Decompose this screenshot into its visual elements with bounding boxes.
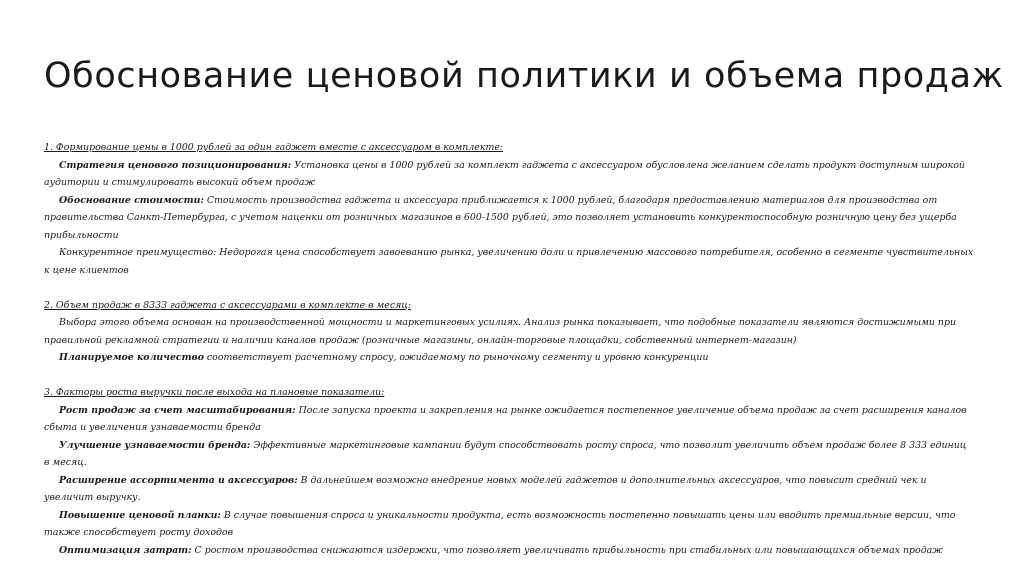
paragraph	[44, 542, 974, 560]
paragraph-text: В случае повышения спроса и уникальности продукта, есть возможность постепенно повышать цены или вводить премиальные версии, что также способствует росту доходов	[44, 509, 956, 538]
term: Стратегия ценового позиционирования:	[59, 159, 292, 171]
paragraph	[44, 472, 974, 507]
section-heading: 3. Факторы роста выручки после выхода на плановые показатели:	[44, 387, 385, 398]
paragraph	[44, 157, 974, 192]
slide-title: Обоснование ценовой политики и объема продаж	[44, 56, 1004, 96]
term: Повышение ценовой планки:	[59, 509, 221, 521]
section-heading: 2. Объем продаж в 8333 гаджета с аксессуарами в комплекте в месяц:	[44, 299, 412, 311]
paragraph	[44, 349, 974, 367]
paragraph-text: В дальнейшем возможно внедрение новых моделей гаджетов и дополнительных аксессуаров, что повысит средний чек и увеличит выручку.	[44, 474, 927, 503]
term: Расширение ассортимента и аксессуаров:	[59, 474, 298, 486]
section-growth-factors	[44, 384, 974, 559]
paragraph	[44, 192, 974, 245]
paragraph	[44, 314, 974, 349]
paragraph-text: После запуска проекта и закрепления на рынке ожидается постепенное увеличение объема продаж за счет расширения каналов сбыта и увеличения узнаваемости бренда	[44, 404, 967, 433]
paragraph	[44, 437, 974, 472]
section-pricing	[44, 139, 974, 279]
paragraph-text: С ростом производства снижаются издержки, что позволяет увеличивать прибыльность при стабильных или повышающихся объемах продаж	[191, 544, 943, 556]
paragraph-text: соответствует расчетному спросу, ожидаемому по рыночному сегменту и уровню конкуренции	[203, 352, 709, 363]
term: Обоснование стоимости:	[59, 194, 204, 206]
paragraph-text: Конкурентное преимущество: Недорогая цена способствует завоеванию рынка, увеличению доли и привлечению массового потребителя, особенно в сегменте чувствительных к цене клиентов	[44, 247, 974, 276]
section-heading: 1. Формирование цены в 1000 рублей за один гаджет вместе с аксессуаром в комплекте:	[44, 142, 504, 153]
term: Улучшение узнаваемости бренда:	[59, 439, 251, 451]
term: Оптимизация затрат:	[59, 544, 192, 556]
paragraph-text: Стоимость производства гаджета и аксессуара приближается к 1000 рублей, благодаря предоставлению материалов для производства от правительства Санкт-Петербурга, с учетом наценки от розничных магазинов в 600-1500 рублей, это позволяет установить конкурентоспособную розничную цену без ущерба прибыльности	[44, 194, 957, 241]
term: Планируемое количество	[59, 352, 204, 363]
paragraph-text: Установка цены в 1000 рублей за комплект гаджета с аксессуаром обусловлена желанием сделать продукт доступным широкой аудитории и стимулировать высокий объем продаж	[44, 159, 965, 188]
section-sales-volume	[44, 297, 974, 367]
paragraph-text: Выбора этого объема основан на производственной мощности и маркетинговых усилиях. Анализ рынка показывает, что подобные показатели являются достижимыми при правильной рекламной стратегии и наличии каналов продаж (розничные магазины, онлайн-торговые площадки, собственный интернет-магазин)	[44, 317, 956, 346]
paragraph	[44, 402, 974, 437]
paragraph-text: Эффективные маркетинговые кампании будут способствовать росту спроса, что позволит увеличить объем продаж более 8 333 единиц в месяц.	[44, 439, 967, 468]
paragraph	[44, 507, 974, 542]
slide-content	[44, 139, 974, 577]
paragraph	[44, 244, 974, 279]
term: Рост продаж за счет масштабирования:	[59, 404, 296, 416]
